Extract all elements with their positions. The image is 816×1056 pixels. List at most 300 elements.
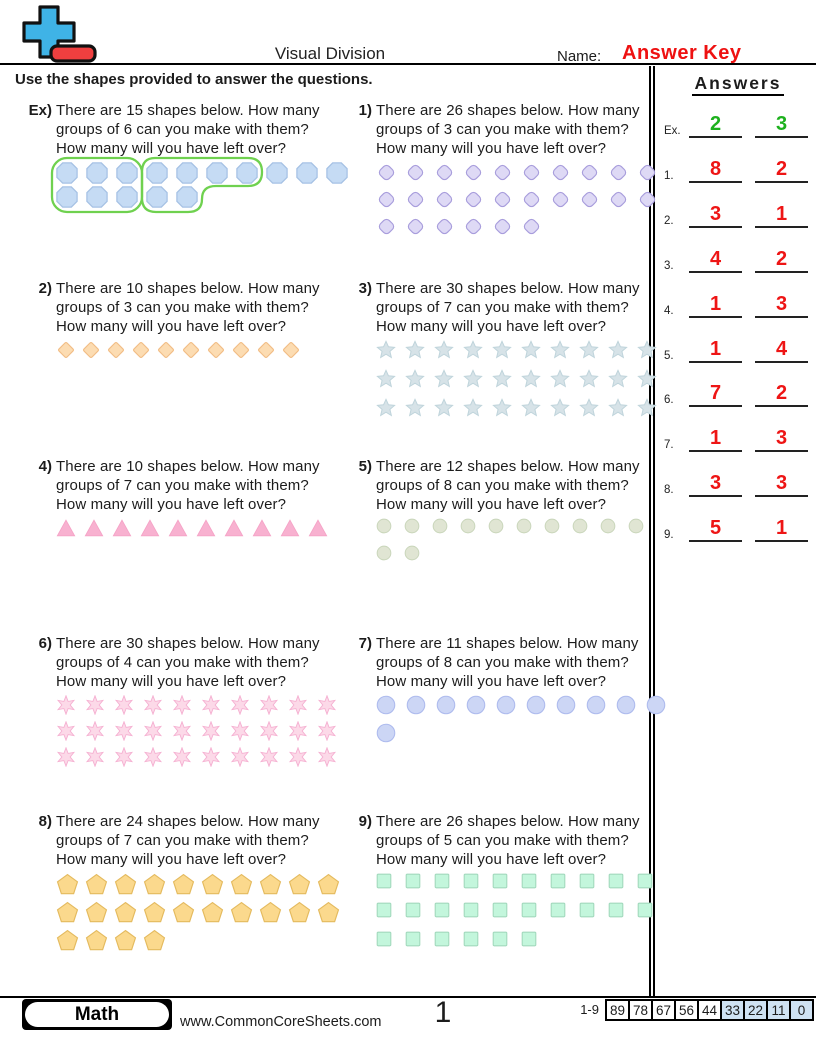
quatrefoil-shape xyxy=(608,162,629,183)
star-shape xyxy=(550,340,570,360)
burst-shape xyxy=(85,747,105,767)
answer-leftover-value: 3 xyxy=(755,428,808,452)
burst-shape xyxy=(259,695,279,715)
answer-row-label: 9. xyxy=(664,529,674,542)
score-cell: 56 xyxy=(674,999,699,1021)
shapes-area xyxy=(56,340,301,360)
shapes-area xyxy=(376,340,657,418)
problem-number: Ex) xyxy=(28,102,52,119)
question-line: There are 26 shapes below. How many xyxy=(376,813,640,831)
answer-row-label: 2. xyxy=(664,214,674,227)
problem-number: 3) xyxy=(358,279,372,297)
question-line: There are 30 shapes below. How many xyxy=(56,635,320,653)
star-shape xyxy=(434,369,454,389)
triangle-shape xyxy=(280,518,300,538)
quatrefoil-shape xyxy=(637,162,658,183)
answer-groups-value: 2 xyxy=(689,114,742,138)
pentagon-shape xyxy=(288,901,311,924)
pentagon-shape xyxy=(317,873,340,896)
octagon-shape xyxy=(176,162,198,184)
shapes-area xyxy=(376,162,658,237)
question-line: groups of 4 can you make with them? xyxy=(56,654,309,672)
answer-row-8 xyxy=(664,467,808,497)
pentagon-shape xyxy=(259,901,282,924)
question-line: There are 24 shapes below. How many xyxy=(56,813,320,831)
question-line: There are 30 shapes below. How many xyxy=(376,279,640,297)
answer-row-Ex xyxy=(664,108,808,138)
circle-shape xyxy=(556,695,576,715)
circle-small-shape xyxy=(516,518,532,534)
answer-row-label: 6. xyxy=(664,394,674,407)
question-line: There are 26 shapes below. How many xyxy=(376,102,640,119)
answer-groups-value: 1 xyxy=(689,339,742,363)
subject-label: Math xyxy=(25,1002,169,1027)
shape-row xyxy=(56,695,337,715)
star-shape xyxy=(463,340,483,360)
pentagon-shape xyxy=(85,929,108,952)
star-shape xyxy=(579,340,599,360)
circle-shape xyxy=(616,695,636,715)
burst-shape xyxy=(317,721,337,741)
answer-row-5 xyxy=(664,333,808,363)
answer-leftover-value: 3 xyxy=(755,114,808,138)
circle-small-shape xyxy=(572,518,588,534)
octagon-shape xyxy=(116,162,138,184)
square-shape xyxy=(579,902,595,918)
square-shape xyxy=(608,873,624,889)
circle-small-shape xyxy=(404,518,420,534)
quatrefoil-shape xyxy=(521,216,542,237)
circle-shape xyxy=(496,695,516,715)
square-shape xyxy=(376,931,392,947)
square-shape xyxy=(492,902,508,918)
circle-small-shape xyxy=(460,518,476,534)
answer-groups-value: 7 xyxy=(689,383,742,407)
circle-small-shape xyxy=(544,518,560,534)
triangle-shape xyxy=(252,518,272,538)
diamond-shape xyxy=(181,340,201,360)
quatrefoil-shape xyxy=(608,189,629,210)
answer-groups-value: 3 xyxy=(689,204,742,228)
shape-row xyxy=(56,901,340,924)
star-shape xyxy=(550,369,570,389)
shape-row xyxy=(56,747,337,767)
square-shape xyxy=(463,931,479,947)
answer-groups-value: 4 xyxy=(689,249,742,273)
quatrefoil-shape xyxy=(492,162,513,183)
page-title: Visual Division xyxy=(274,44,386,63)
pentagon-shape xyxy=(230,901,253,924)
burst-shape xyxy=(85,695,105,715)
burst-shape xyxy=(317,747,337,767)
square-shape xyxy=(521,873,537,889)
quatrefoil-shape xyxy=(550,189,571,210)
burst-shape xyxy=(114,747,134,767)
shape-row xyxy=(56,518,328,538)
score-cell: 44 xyxy=(697,999,722,1021)
shape-row xyxy=(376,695,666,715)
question-line: How many will you have left over? xyxy=(56,673,287,691)
burst-shape xyxy=(172,747,192,767)
octagon-shape xyxy=(56,162,78,184)
star-shape xyxy=(521,340,541,360)
problem-content xyxy=(376,634,666,743)
quatrefoil-shape xyxy=(434,189,455,210)
pentagon-shape xyxy=(56,929,79,952)
circle-shape xyxy=(646,695,666,715)
problem-content xyxy=(56,279,320,360)
question-line: groups of 8 can you make with them? xyxy=(376,476,629,494)
quatrefoil-shape xyxy=(579,189,600,210)
problem-number: 9) xyxy=(358,813,372,831)
circle-small-shape xyxy=(404,545,420,561)
star-shape xyxy=(579,398,599,418)
problem-number: 8) xyxy=(38,813,52,831)
octagon-shape xyxy=(236,162,258,184)
answer-row-4 xyxy=(664,288,808,318)
square-shape xyxy=(376,873,392,889)
octagon-shape xyxy=(176,186,198,208)
triangle-shape xyxy=(56,518,76,538)
question-line: How many will you have left over? xyxy=(376,495,607,513)
octagon-shape xyxy=(86,186,108,208)
square-shape xyxy=(434,902,450,918)
octagon-shape xyxy=(146,186,168,208)
answer-row-label: 7. xyxy=(664,439,674,452)
quatrefoil-shape xyxy=(376,162,397,183)
question-line: groups of 7 can you make with them? xyxy=(56,476,309,494)
answer-row-7 xyxy=(664,422,808,452)
square-shape xyxy=(434,931,450,947)
problem-2 xyxy=(26,279,342,457)
star-shape xyxy=(492,340,512,360)
diamond-shape xyxy=(256,340,276,360)
answer-row-label: 1. xyxy=(664,169,674,182)
shape-row xyxy=(56,929,340,952)
quatrefoil-shape xyxy=(405,162,426,183)
answer-leftover-value: 3 xyxy=(755,294,808,318)
diamond-shape xyxy=(56,340,76,360)
problem-number: 7) xyxy=(358,635,372,653)
square-shape xyxy=(492,873,508,889)
pentagon-shape xyxy=(288,873,311,896)
answer-row-3 xyxy=(664,243,808,273)
burst-shape xyxy=(288,695,308,715)
answer-row-9 xyxy=(664,512,808,542)
pentagon-shape xyxy=(56,873,79,896)
problem-ex xyxy=(26,101,342,279)
answer-row-6 xyxy=(664,377,808,407)
answers-panel xyxy=(660,66,816,996)
burst-shape xyxy=(230,747,250,767)
octagon-shape xyxy=(296,162,318,184)
problem-number: 2) xyxy=(38,279,52,297)
website-text: www.CommonCoreSheets.com xyxy=(180,1014,382,1030)
star-shape xyxy=(521,398,541,418)
shape-row xyxy=(376,369,657,389)
octagon-shape xyxy=(206,162,228,184)
pentagon-shape xyxy=(143,901,166,924)
star-shape xyxy=(405,369,425,389)
star-shape xyxy=(637,369,657,389)
quatrefoil-shape xyxy=(463,162,484,183)
octagon-shape xyxy=(326,162,348,184)
problem-5 xyxy=(342,457,648,635)
burst-shape xyxy=(143,695,163,715)
pentagon-shape xyxy=(56,901,79,924)
shapes-area xyxy=(376,518,644,561)
square-shape xyxy=(637,873,653,889)
question-line: groups of 3 can you make with them? xyxy=(376,121,629,138)
shape-row xyxy=(56,186,348,208)
question-line: There are 11 shapes below. How many xyxy=(376,635,639,653)
burst-shape xyxy=(288,747,308,767)
burst-shape xyxy=(259,747,279,767)
circle-small-shape xyxy=(600,518,616,534)
burst-shape xyxy=(56,721,76,741)
problem-number: 4) xyxy=(38,457,52,475)
answer-leftover-value: 2 xyxy=(755,249,808,273)
problem-4 xyxy=(26,457,342,635)
octagon-shape xyxy=(266,162,288,184)
star-shape xyxy=(521,369,541,389)
subject-badge xyxy=(22,999,172,1030)
quatrefoil-shape xyxy=(492,189,513,210)
quatrefoil-shape xyxy=(405,216,426,237)
diamond-shape xyxy=(81,340,101,360)
answer-groups-value: 5 xyxy=(689,518,742,542)
diamond-shape xyxy=(131,340,151,360)
shapes-area xyxy=(56,518,328,538)
answer-leftover-value: 4 xyxy=(755,339,808,363)
score-table xyxy=(580,999,814,1021)
quatrefoil-shape xyxy=(579,162,600,183)
answer-row-label: 4. xyxy=(664,304,674,317)
triangle-shape xyxy=(224,518,244,538)
question-line: There are 10 shapes below. How many xyxy=(56,457,320,475)
problem-number: 1) xyxy=(358,102,372,119)
diamond-shape xyxy=(231,340,251,360)
problem-3 xyxy=(342,279,648,457)
burst-shape xyxy=(143,747,163,767)
pentagon-shape xyxy=(172,873,195,896)
star-shape xyxy=(579,369,599,389)
shape-row xyxy=(56,721,337,741)
question-line: groups of 3 can you make with them? xyxy=(56,298,309,316)
star-shape xyxy=(492,398,512,418)
square-shape xyxy=(550,902,566,918)
shape-row xyxy=(376,340,657,360)
problem-content xyxy=(56,457,328,538)
answer-leftover-value: 3 xyxy=(755,473,808,497)
shape-row xyxy=(376,545,644,561)
star-shape xyxy=(608,340,628,360)
square-shape xyxy=(550,873,566,889)
square-shape xyxy=(521,931,537,947)
score-cell: 33 xyxy=(720,999,745,1021)
question-line: There are 12 shapes below. How many xyxy=(376,457,640,475)
page-number: 1 xyxy=(434,996,452,1029)
triangle-shape xyxy=(112,518,132,538)
pentagon-shape xyxy=(143,929,166,952)
pentagon-shape xyxy=(201,873,224,896)
header-divider xyxy=(0,63,816,65)
burst-shape xyxy=(56,695,76,715)
answers-title: Answers xyxy=(660,73,816,94)
answer-groups-value: 8 xyxy=(689,159,742,183)
burst-shape xyxy=(172,721,192,741)
question-line: How many will you have left over? xyxy=(56,140,287,157)
octagon-shape xyxy=(146,162,168,184)
answer-groups-value: 1 xyxy=(689,294,742,318)
burst-shape xyxy=(230,721,250,741)
octagon-shape xyxy=(116,186,138,208)
triangle-shape xyxy=(196,518,216,538)
name-label: Name: xyxy=(557,48,602,65)
answer-leftover-value: 1 xyxy=(755,518,808,542)
star-shape xyxy=(376,340,396,360)
circle-small-shape xyxy=(488,518,504,534)
burst-shape xyxy=(85,721,105,741)
square-shape xyxy=(434,873,450,889)
problem-content xyxy=(376,457,644,561)
burst-shape xyxy=(317,695,337,715)
shapes-area xyxy=(56,873,340,952)
pentagon-shape xyxy=(172,901,195,924)
problem-7 xyxy=(342,634,648,812)
star-shape xyxy=(637,398,657,418)
pentagon-shape xyxy=(201,901,224,924)
diamond-shape xyxy=(156,340,176,360)
problem-content xyxy=(376,279,657,418)
quatrefoil-shape xyxy=(637,189,658,210)
question-line: There are 10 shapes below. How many xyxy=(56,279,320,297)
answer-row-label: Ex. xyxy=(664,125,681,137)
shape-row xyxy=(56,162,348,184)
pentagon-shape xyxy=(230,873,253,896)
star-shape xyxy=(405,340,425,360)
shape-row xyxy=(56,340,301,360)
shape-row xyxy=(376,902,653,918)
burst-shape xyxy=(201,695,221,715)
burst-shape xyxy=(114,695,134,715)
problem-content xyxy=(56,634,337,767)
circle-small-shape xyxy=(628,518,644,534)
answer-key-text: Answer Key xyxy=(622,42,742,64)
star-shape xyxy=(376,398,396,418)
shape-row xyxy=(376,931,653,947)
shapes-area xyxy=(376,695,666,743)
square-shape xyxy=(579,873,595,889)
burst-shape xyxy=(172,695,192,715)
octagon-shape xyxy=(86,162,108,184)
question-line: groups of 7 can you make with them? xyxy=(56,832,309,850)
star-shape xyxy=(376,369,396,389)
star-shape xyxy=(492,369,512,389)
pentagon-shape xyxy=(143,873,166,896)
burst-shape xyxy=(201,721,221,741)
star-shape xyxy=(463,398,483,418)
shape-row xyxy=(376,216,658,237)
quatrefoil-shape xyxy=(434,216,455,237)
problem-1 xyxy=(342,101,648,279)
score-cell: 22 xyxy=(743,999,768,1021)
shape-row xyxy=(376,723,666,743)
shape-row xyxy=(376,162,658,183)
answer-leftover-value: 2 xyxy=(755,383,808,407)
pentagon-shape xyxy=(259,873,282,896)
square-shape xyxy=(405,931,421,947)
shape-row xyxy=(376,518,644,534)
question-line: How many will you have left over? xyxy=(376,140,607,157)
quatrefoil-shape xyxy=(463,216,484,237)
star-shape xyxy=(463,369,483,389)
problem-content xyxy=(376,812,653,947)
octagon-shape xyxy=(56,186,78,208)
quatrefoil-shape xyxy=(434,162,455,183)
triangle-shape xyxy=(308,518,328,538)
star-shape xyxy=(550,398,570,418)
score-cell: 67 xyxy=(651,999,676,1021)
pentagon-shape xyxy=(114,929,137,952)
problem-content xyxy=(56,812,340,952)
problem-number: 6) xyxy=(38,635,52,653)
burst-shape xyxy=(143,721,163,741)
square-shape xyxy=(492,931,508,947)
circle-shape xyxy=(376,723,396,743)
circle-small-shape xyxy=(432,518,448,534)
answer-row-label: 3. xyxy=(664,259,674,272)
problems-grid xyxy=(26,101,650,990)
burst-shape xyxy=(259,721,279,741)
problem-8 xyxy=(26,812,342,990)
problem-6 xyxy=(26,634,342,812)
shape-row xyxy=(376,189,658,210)
quatrefoil-shape xyxy=(463,189,484,210)
answer-row-label: 8. xyxy=(664,484,674,497)
answer-row-label: 5. xyxy=(664,349,674,362)
quatrefoil-shape xyxy=(492,216,513,237)
question-line: There are 15 shapes below. How many xyxy=(56,102,320,119)
shape-row xyxy=(56,873,340,896)
pentagon-shape xyxy=(114,901,137,924)
burst-shape xyxy=(56,747,76,767)
instructions-text: Use the shapes provided to answer the questions. xyxy=(15,71,373,88)
square-shape xyxy=(521,902,537,918)
score-cell: 78 xyxy=(628,999,653,1021)
question-line: groups of 6 can you make with them? xyxy=(56,121,309,138)
square-shape xyxy=(376,902,392,918)
quatrefoil-shape xyxy=(521,162,542,183)
star-shape xyxy=(608,398,628,418)
burst-shape xyxy=(288,721,308,741)
burst-shape xyxy=(114,721,134,741)
circle-shape xyxy=(406,695,426,715)
problem-content xyxy=(56,101,348,208)
quatrefoil-shape xyxy=(550,162,571,183)
question-line: How many will you have left over? xyxy=(56,317,287,335)
problem-number: 5) xyxy=(358,457,372,475)
circle-shape xyxy=(586,695,606,715)
star-shape xyxy=(405,398,425,418)
score-cell: 0 xyxy=(789,999,814,1021)
triangle-shape xyxy=(84,518,104,538)
shapes-area xyxy=(56,162,348,208)
answer-row-1 xyxy=(664,153,808,183)
diamond-shape xyxy=(106,340,126,360)
answer-groups-value: 1 xyxy=(689,428,742,452)
answer-leftover-value: 2 xyxy=(755,159,808,183)
